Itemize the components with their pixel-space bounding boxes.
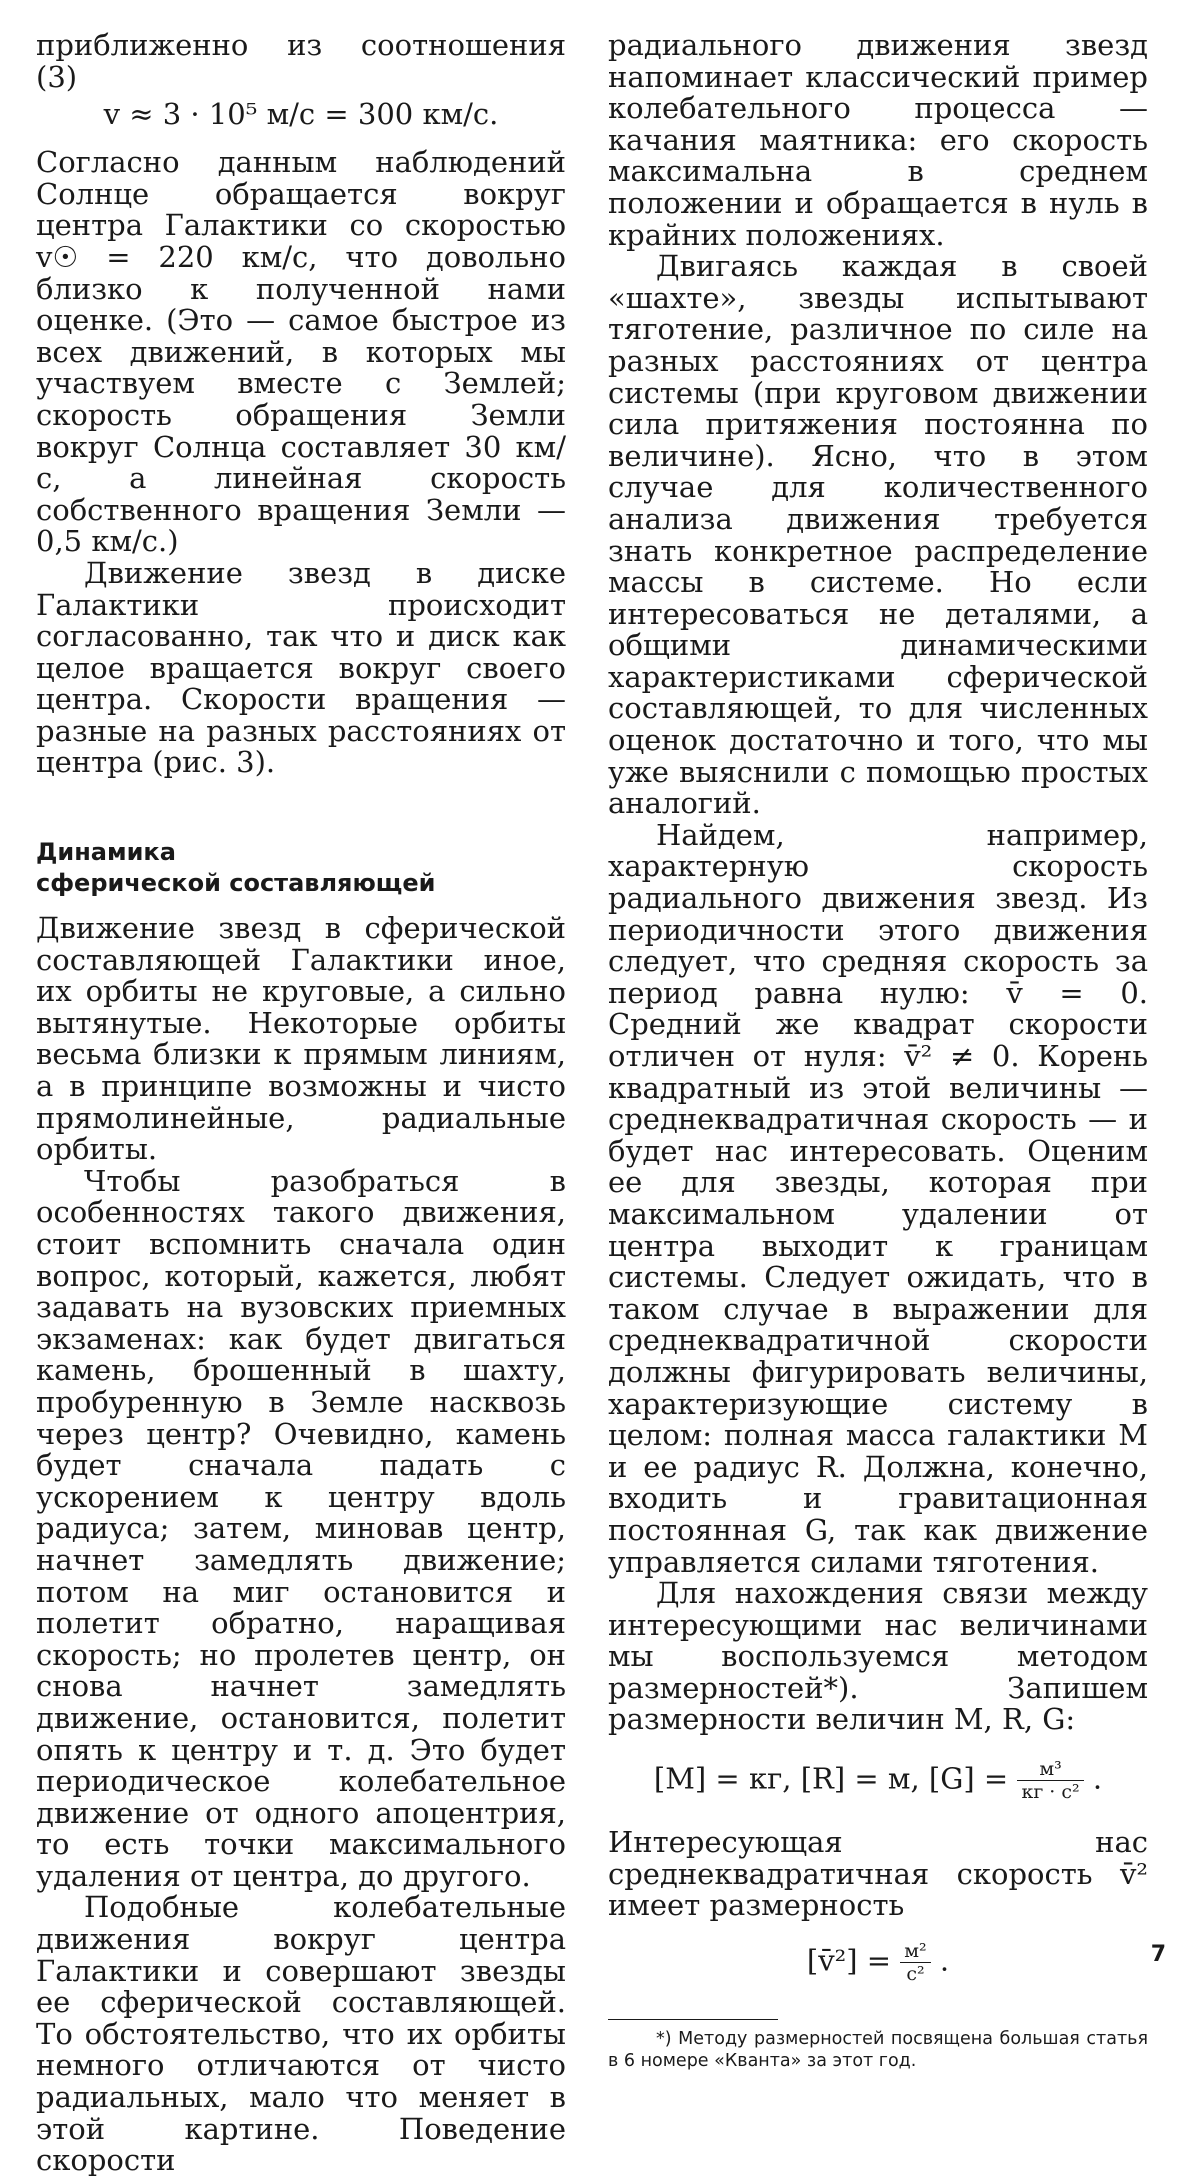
left-column bbox=[36, 30, 566, 2177]
formula-dimensions bbox=[608, 1758, 1148, 1803]
paragraph-stone-in-shaft: Чтобы разобраться в особенностях такого движения, стоит вспомнить сначала один вопрос, который, кажется, любят задавать на вузовских приемных экзаменах: как будет двигаться камень, брошенный в шахту, пробуренную в Земле насквозь через центр? Очевидно, камень будет сначала падать с ускорением к центру вдоль радиуса; затем, миновав центр, начнет замедлять движение; потом на миг остановится и полетит обратно, наращивая скорость; но пролетев центр, он снова начнет замедлять движение, остановится, полетит опять к центру и т. д. Это будет периодическое колебательное движение от одного апоцентрия, то есть точки максимального удаления от центра, до другого. bbox=[36, 1163, 566, 1893]
fraction-velocity-numerator: м² bbox=[900, 1940, 930, 1963]
fraction-g-denominator: кг · с² bbox=[1021, 1781, 1080, 1804]
section-heading bbox=[36, 837, 566, 899]
fraction-g-units bbox=[1017, 1758, 1083, 1803]
fraction-velocity-denominator: с² bbox=[906, 1962, 925, 1985]
footnote-divider bbox=[608, 2019, 778, 2020]
paragraph-rms-dimension: Интересующая нас среднеквадратичная скорость v̄² имеет размерность bbox=[608, 1825, 1148, 1923]
fraction-velocity-units bbox=[900, 1940, 930, 1985]
formula-velocity-text: [v̄²] = bbox=[806, 1943, 892, 1978]
footnote: *) Методу размерностей посвящена большая статья в 6 номере «Кванта» за этот год. bbox=[608, 2028, 1148, 2071]
section-heading-line2: сферической составляющей bbox=[36, 869, 436, 898]
paragraph-oscillations: Подобные колебательные движения вокруг центра Галактики и совершают звезды ее сферической составляющей. То обстоятельство, что их орбиты немного отличаются от чисто радиальных, мало что меняет в этой картине. Поведение скорости bbox=[36, 1890, 566, 2177]
fraction-g-numerator: м³ bbox=[1017, 1758, 1083, 1781]
section-heading-line1: Динамика bbox=[36, 838, 176, 867]
paragraph-pendulum: радиального движения звезд напоминает классический пример колебательного процесса — качания маятника: его скорость максимальна в среднем положении и обращается в нуль в крайних положениях. bbox=[608, 28, 1148, 252]
paragraph-dimensional-method: Для нахождения связи между интересующими нас величинами мы воспользуемся методом размерностей*). Запишем размерности величин M, R, G: bbox=[608, 1576, 1148, 1737]
paragraph-sun-velocity: Согласно данным наблюдений Солнце обращается вокруг центра Галактики со скоростью v☉ = 220 км/с, что довольно близко к полученной нами оценке. (Это — самое быстрое из всех движений, в которых мы участвуем вместе с Землей; скорость обращения Земли вокруг Солнца составляет 30 км/с, а линейная скорость собственного вращения Земли — 0,5 км/с.) bbox=[36, 145, 566, 559]
formula-velocity-end: . bbox=[939, 1943, 950, 1978]
formula-dimensions-end: . bbox=[1092, 1761, 1103, 1796]
paragraph-gravity-shaft: Двигаясь каждая в своей «шахте», звезды испытывают тяготение, различное по силе на разных расстояниях от центра системы (при круговом движении сила притяжения постоянна по величине). Ясно, что в этом случае для количественного анализа движения требуется знать конкретное распределение массы в системе. Но если интересоваться не деталями, а общими динамическими характеристиками сферической составляющей, то для численных оценок достаточно и того, что мы уже выяснили с помощью простых аналогий. bbox=[608, 249, 1148, 821]
right-column bbox=[608, 30, 1148, 2072]
formula-velocity-dimension bbox=[608, 1940, 1148, 1985]
paragraph-spherical-orbits: Движение звезд в сферической составляющей Галактики иное, их орбиты не круговые, а сильно вытянутые. Некоторые орбиты весьма близки к прямым линиям, а в принципе возможны и чисто прямолинейные, радиальные орбиты. bbox=[36, 911, 566, 1167]
formula-velocity-estimate: v ≈ 3 · 10⁵ м/с = 300 км/с. bbox=[103, 97, 499, 132]
page-number: 7 bbox=[1150, 1942, 1166, 1967]
paragraph-disk-rotation: Движение звезд в диске Галактики происходит согласованно, так что и диск как целое вращается вокруг своего центра. Скорости вращения — разные на разных расстояниях от центра (рис. 3). bbox=[36, 555, 566, 780]
paragraph-rms-velocity: Найдем, например, характерную скорость радиального движения звезд. Из периодичности этого движения следует, что средняя скорость за период равна нулю: v̄ = 0. Средний же квадрат скорости отличен от нуля: v̄² ≠ 0. Корень квадратный из этой величины — среднеквадратичная скорость — и будет нас интересовать. Оценим ее для звезды, которая при максимальном удалении от центра выходит к границам системы. Следует ожидать, что в таком случае в выражении для среднеквадратичной скорости должны фигурировать величины, характеризующие систему в целом: полная масса галактики M и ее радиус R. Должна, конечно, входить и гравитационная постоянная G, так как движение управляется силами тяготения. bbox=[608, 817, 1148, 1579]
formula-dimensions-text: [M] = кг, [R] = м, [G] = bbox=[653, 1761, 1009, 1796]
paragraph-intro: приближенно из соотношения (3) bbox=[36, 28, 566, 94]
